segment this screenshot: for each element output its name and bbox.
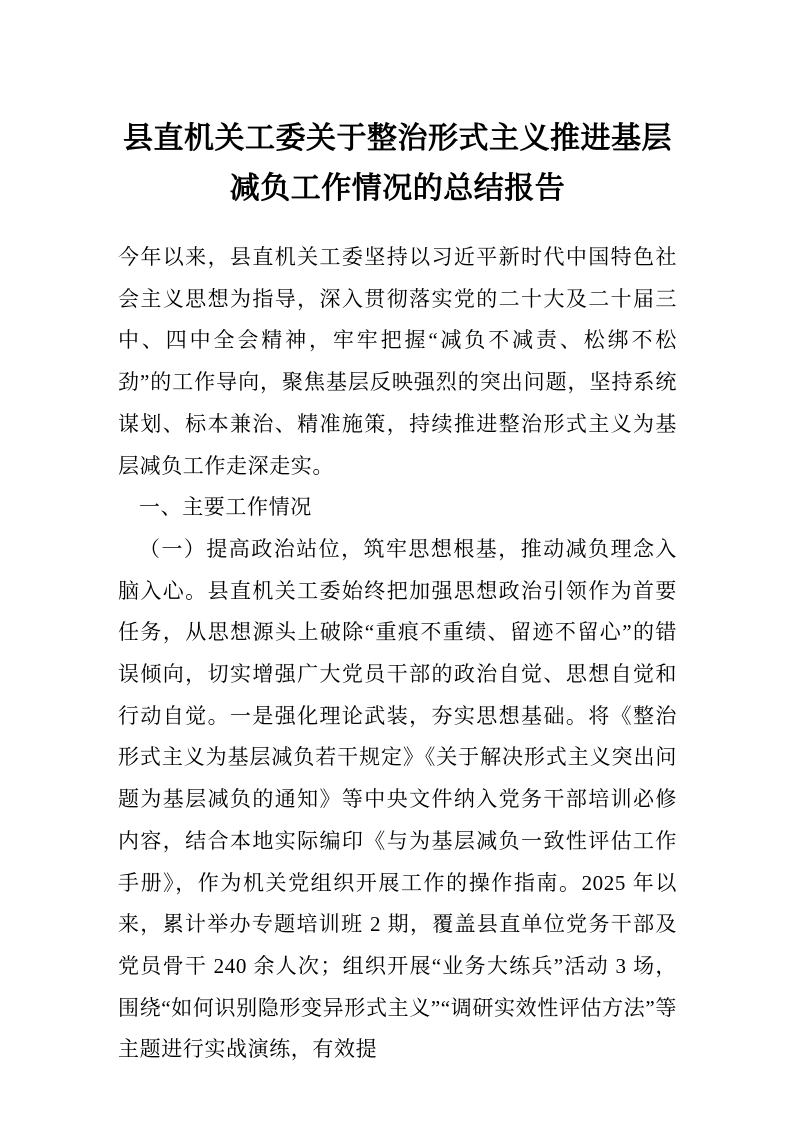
paragraph-intro: 今年以来，县直机关工委坚持以习近平新时代中国特色社会主义思想为指导，深入贯彻落实党的二十大及二十届三中、四中全会精神，牢牢把握“减负不减责、松绑不松劲”的工作导向，聚焦基层反映强烈的突出问题，坚持系统谋划、标本兼治、精准施策，持续推进整治形式主义为基层减负工作走深走实。 xyxy=(118,245,677,478)
document-title-line-1: 县直机关工委关于整治形式主义推进基层 xyxy=(123,122,672,155)
document-title xyxy=(118,114,677,214)
paragraph-section-one: （一）提高政治站位，筑牢思想根基，推动减负理念入脑入心。县直机关工委始终把加强思想政治引领作为首要任务，从思想源头上破除“重痕不重绩、留迹不留心”的错误倾向，切实增强广大党员干部的政治自觉、思想自觉和行动自觉。一是强化理论武装，夯实思想基础。将《整治形式主义为基层减负若干规定》《关于解决形式主义突出问题为基层减负的通知》等中央文件纳入党务干部培训必修内容，结合本地实际编印《与为基层减负一致性评估工作手册》，作为机关党组织开展工作的操作指南。2025 年以来，累计举办专题培训班 2 期，覆盖县直单位党务干部及党员骨干 240 余人次；组织开展“业务大练兵”活动 3 场，围绕“如何识别隐形变异形式主义”“调研实效性评估方法”等主题进行实战演练，有效提 xyxy=(118,536,677,1062)
section-heading-main-work: 一、主要工作情况 xyxy=(139,495,312,520)
document-title-line-2: 减负工作情况的总结报告 xyxy=(229,172,566,205)
